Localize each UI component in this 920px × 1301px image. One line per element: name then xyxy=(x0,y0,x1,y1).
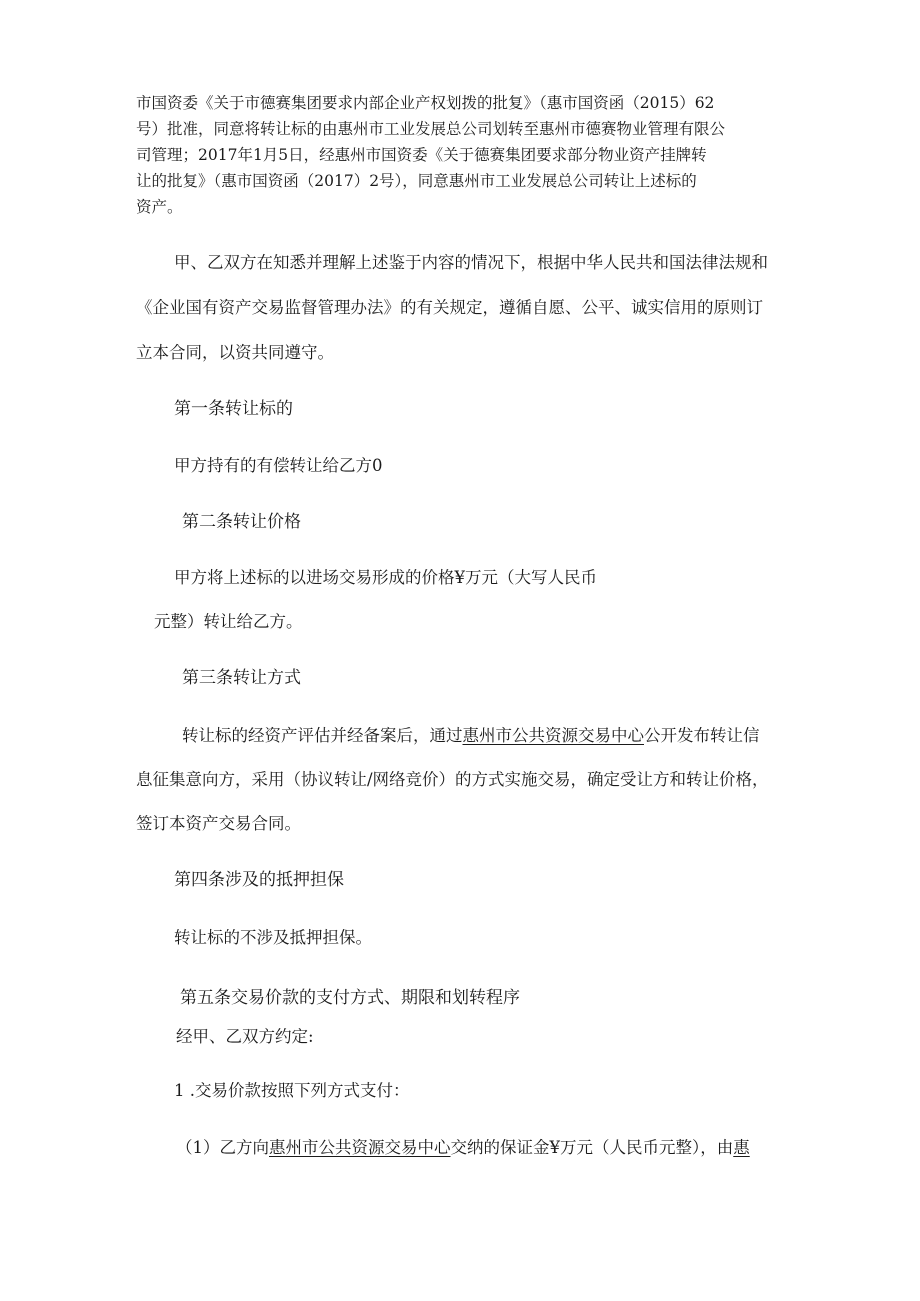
article-3-line-1-post: 公开发布转让信 xyxy=(644,726,760,745)
intro-line-3: 司管理；2017年1月5日，经惠州市国资委《关于德赛集团要求部分物业资产挂牌转 xyxy=(136,146,707,164)
article-4-text: 转让标的不涉及抵押担保。 xyxy=(174,928,372,947)
trading-center-link-2[interactable]: 惠州市公共资源交易中心 xyxy=(269,1138,451,1157)
article-3-line-1 xyxy=(182,722,760,750)
article-5-agreed: 经甲、乙双方约定: xyxy=(176,1027,314,1046)
article-5-title: 第五条交易价款的支付方式、期限和划转程序 xyxy=(180,988,520,1008)
article-5-sub-1 xyxy=(176,1134,750,1162)
article-1-text: 甲方持有的有偿转让给乙方0 xyxy=(174,456,383,475)
article-4-title: 第四条涉及的抵押担保 xyxy=(174,870,344,890)
intro-line-5: 资产。 xyxy=(136,198,183,216)
article-2-line-2: 元整）转让给乙方。 xyxy=(154,612,303,631)
article-5-sub-1-pre: （1）乙方向 xyxy=(176,1138,269,1157)
article-5-item-1: 1 .交易价款按照下列方式支付： xyxy=(174,1081,410,1100)
intro-line-1: 市国资委《关于市德赛集团要求内部企业产权划拨的批复》（惠市国资函（2015）62 xyxy=(136,94,715,112)
article-2-title: 第二条转让价格 xyxy=(182,512,301,532)
article-5-sub-1-mid: 交纳的保证金¥万元（人民币元整），由 xyxy=(450,1138,734,1157)
article-3-line-3: 签订本资产交易合同。 xyxy=(136,814,301,833)
article-3-title: 第三条转让方式 xyxy=(182,668,301,688)
preamble-line-2: 《企业国有资产交易监督管理办法》的有关规定，遵循自愿、公平、诚实信用的原则订 xyxy=(136,298,763,317)
article-3-line-2: 息征集意向方，采用（协议转让/网络竞价）的方式实施交易，确定受让方和转让价格， xyxy=(136,770,769,789)
intro-line-2: 号）批准，同意将转让标的由惠州市工业发展总公司划转至惠州市德赛物业管理有限公 xyxy=(136,120,726,138)
article-3-line-1-pre: 转让标的经资产评估并经备案后，通过 xyxy=(182,726,463,745)
preamble-line-1: 甲、乙双方在知悉并理解上述鉴于内容的情况下，根据中华人民共和国法律法规和 xyxy=(174,253,768,272)
article-5-sub-1-tail[interactable]: 惠 xyxy=(733,1138,750,1157)
preamble-line-3: 立本合同，以资共同遵守。 xyxy=(136,343,334,362)
intro-line-4: 让的批复》（惠市国资函（2017）2号），同意惠州市工业发展总公司转让上述标的 xyxy=(136,172,697,190)
article-1-title: 第一条转让标的 xyxy=(174,399,293,419)
article-2-line-1: 甲方将上述标的以进场交易形成的价格¥万元（大写人民币 xyxy=(174,568,597,587)
trading-center-link[interactable]: 惠州市公共资源交易中心 xyxy=(462,726,644,745)
